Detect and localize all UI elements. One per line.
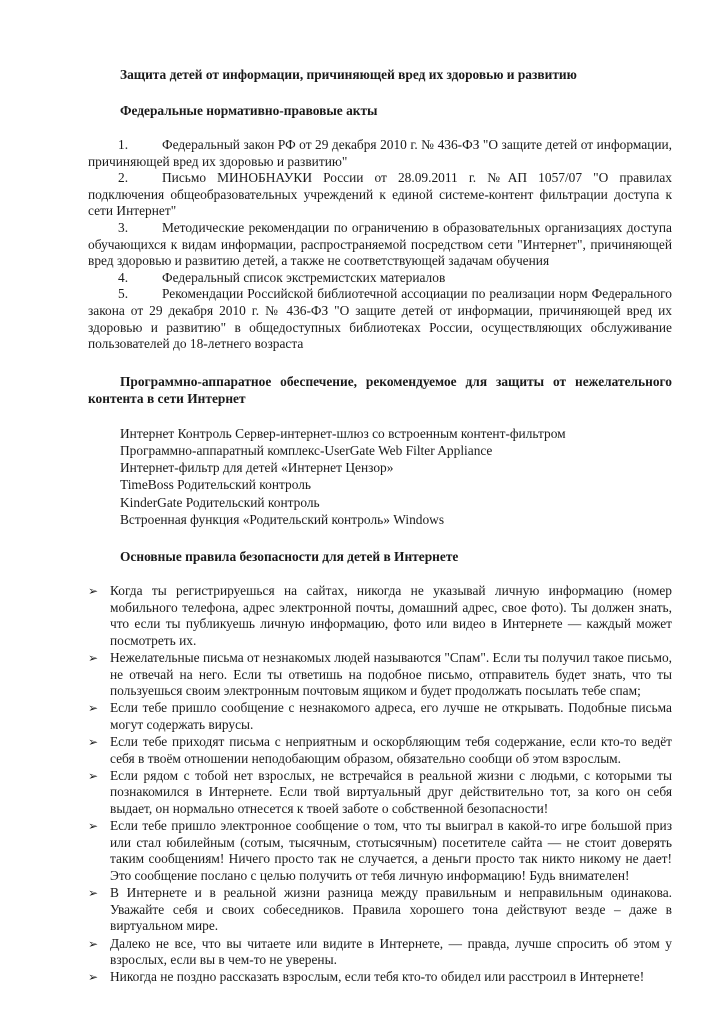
- item-text: Если рядом с тобой нет взрослых, не встречайся в реальной жизни с людьми, с которыми ты познакомился в Интернете. Если твой виртуальный друг действительно тот, за кого он себя выдает, он нормально отнесется к твоей заботе о собственной безопасности!: [110, 767, 672, 817]
- item-text: Если тебе приходят письма с неприятным и оскорбляющим тебя содержание, если кто-то ведёт себя в твоём отношении неподобающим образом, обязательно сообщи об этом взрослым.: [110, 734, 672, 766]
- list-item: [88, 885, 672, 935]
- document-page: [88, 66, 672, 987]
- item-number: 1.: [118, 137, 129, 152]
- federal-acts-list: [88, 137, 672, 353]
- list-item: [88, 220, 672, 270]
- arrow-bullet-icon: ➢: [88, 583, 99, 598]
- item-text: Если тебе пришло электронное сообщение о том, что ты выиграл в какой-то игре большой приз или стал юбилейным (сотым, тысячным, стотысячным) посетителе сайта — не стоит доверять таким сообщениям! Ничего просто так не случается, а деньги просто так никто никому не дает! Это сообщение послано с целью получить от тебя личную информацию! Будь внимателен!: [110, 818, 672, 883]
- list-item: [88, 270, 672, 287]
- list-item: Встроенная функция «Родительский контроль» Windows: [120, 511, 445, 527]
- item-number: 5.: [118, 286, 129, 302]
- arrow-bullet-icon: ➢: [88, 735, 99, 750]
- list-item: [88, 818, 672, 884]
- item-number: 3.: [118, 219, 129, 235]
- list-item: Интернет Контроль Сервер-интернет-шлюз со встроенным контент-фильтром: [120, 425, 566, 441]
- list-item: [88, 700, 672, 733]
- arrow-bullet-icon: ➢: [88, 701, 99, 716]
- item-number: 4.: [118, 269, 129, 285]
- arrow-bullet-icon: ➢: [88, 768, 99, 783]
- list-item: [88, 969, 672, 986]
- item-text: Нежелательные письма от незнакомых людей называются "Спам". Если ты получил такое письмо, не отвечай на него. Если ты ответишь на подобное письмо, отправитель будет знать, что ты пользуешься своим электронным почтовым ящиком и будет продолжать посылать тебе спам;: [110, 649, 672, 699]
- item-text: Никогда не поздно рассказать взрослым, если тебя кто-то обидел или расстроил в Интернете!: [110, 969, 645, 985]
- list-item: [88, 583, 672, 649]
- item-text: Федеральный закон РФ от 29 декабря 2010 г. № 436-ФЗ "О защите детей от информации, причиняющей вред их здоровью и развитию": [88, 137, 672, 169]
- list-item: TimeBoss Родительский контроль: [120, 477, 312, 493]
- list-item: [88, 286, 672, 352]
- document-title: Защита детей от информации, причиняющей вред их здоровью и развитию: [120, 67, 577, 82]
- list-item: [88, 170, 672, 220]
- list-item: [88, 936, 672, 969]
- software-list: [120, 425, 672, 528]
- item-text: Методические рекомендации по ограничению в образовательных организациях доступа обучающихся к видам информации, распространяемой посредством сети "Интернет", причиняющей вред здоровью и развитию детей, а также не соответствующей задачам обучения: [88, 219, 672, 269]
- item-text: В Интернете и в реальной жизни разница между правильным и неправильным одинакова. Уважайте себя и своих собеседников. Правила хорошего тона действуют везде – даже в виртуальном мире.: [110, 885, 672, 934]
- arrow-bullet-icon: ➢: [88, 819, 99, 834]
- list-item: [88, 650, 672, 700]
- list-item: [88, 137, 672, 170]
- section-heading-federal-acts: Федеральные нормативно-правовые акты: [120, 103, 378, 118]
- safety-rules-list: [88, 583, 672, 986]
- list-item: Интернет-фильтр для детей «Интернет Цензор»: [120, 460, 394, 476]
- section-heading-software: Программно-аппаратное обеспечение, рекомендуемое для защиты от нежелательного контента в сети Интернет: [88, 373, 672, 406]
- item-text: Если тебе пришло сообщение с незнакомого адреса, его лучше не открывать. Подобные письма могут содержать вирусы.: [110, 700, 672, 732]
- item-text: Далеко не все, что вы читаете или видите в Интернете, — правда, лучше спросить об этом у взрослых, если вы в чем-то не уверены.: [110, 935, 672, 968]
- arrow-bullet-icon: ➢: [88, 650, 99, 665]
- item-text: Рекомендации Российской библиотечной ассоциации по реализации норм Федерального закона от 29 декабря 2010 г. № 436-ФЗ "О защите детей от информации, причиняющей вред их здоровью и развитию" в общедоступных библиотеках России, осуществляющих обслуживание пользователей до 18-летнего возраста: [88, 286, 672, 352]
- item-text: Когда ты регистрируешься на сайтах, никогда не указывай личную информацию (номер мобильного телефона, адрес электронной почты, домашний адрес, свое фото). Ты должен знать, что если ты публикуешь личную информацию, фото или видео в Интернете — каждый может посмотреть их.: [110, 582, 672, 648]
- list-item: [88, 734, 672, 767]
- item-text: Федеральный список экстремистских материалов: [162, 269, 446, 285]
- arrow-bullet-icon: ➢: [88, 936, 99, 951]
- arrow-bullet-icon: ➢: [88, 970, 99, 985]
- list-item: [88, 768, 672, 818]
- list-item: Программно-аппаратный комплекс-UserGate Web Filter Appliance: [120, 442, 493, 458]
- section-heading-safety-rules: Основные правила безопасности для детей в Интернете: [120, 548, 459, 564]
- arrow-bullet-icon: ➢: [88, 886, 99, 901]
- item-number: 2.: [118, 170, 129, 186]
- list-item: KinderGate Родительский контроль: [120, 494, 320, 510]
- item-text: Письмо МИНОБНАУКИ России от 28.09.2011 г. №АП 1057/07 "О правилах подключения общеобразовательных учреждений к единой системе-контент фильтрации доступа к сети Интернет": [88, 170, 672, 219]
